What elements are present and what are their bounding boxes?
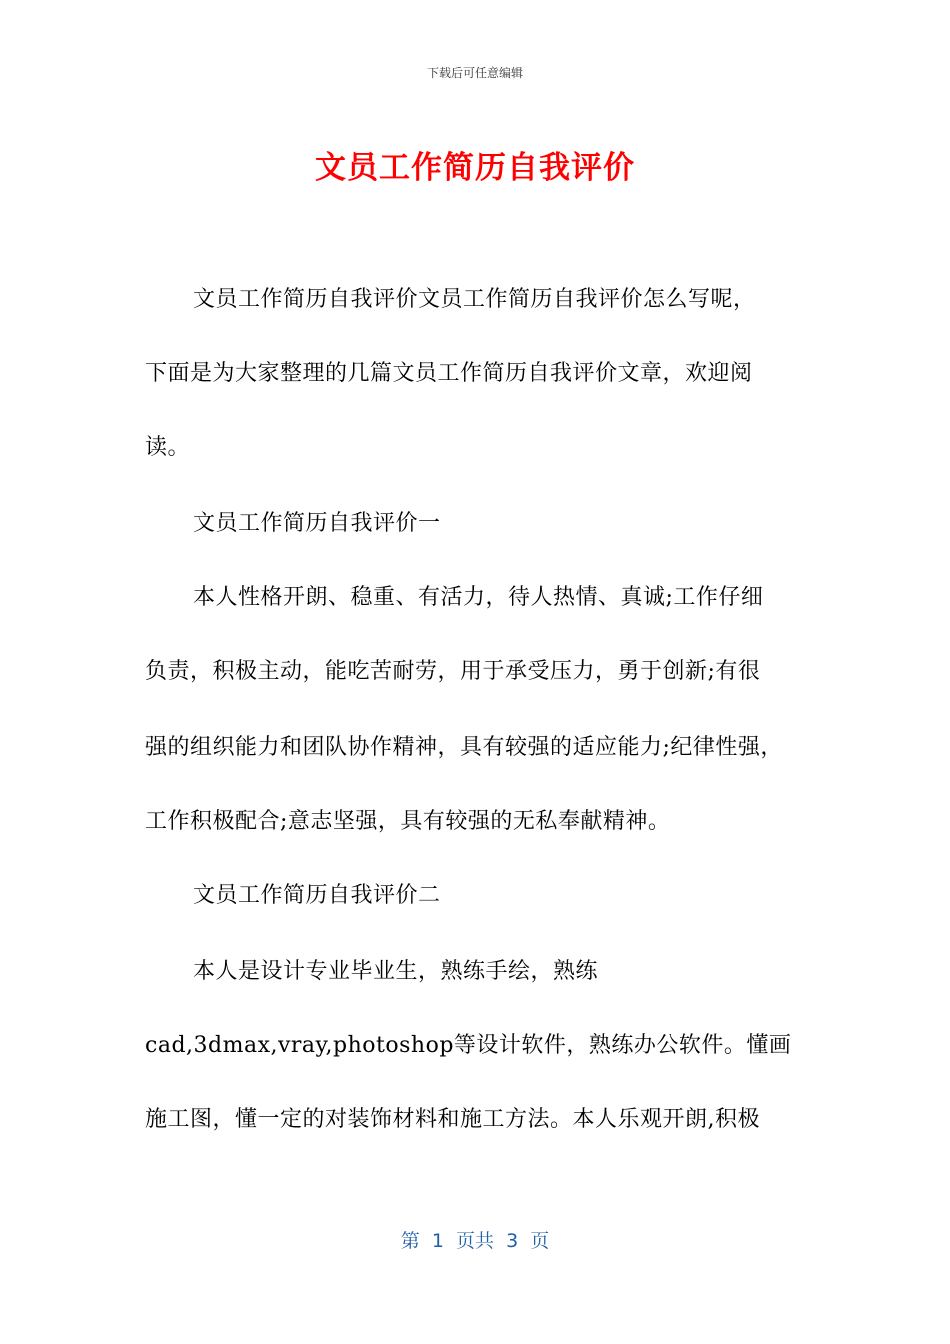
- paragraph-line: 下面是为大家整理的几篇文员工作简历自我评价文章，欢迎阅: [145, 361, 753, 386]
- header-note: 下载后可任意编辑: [426, 66, 523, 80]
- paragraph-line: 本人是设计专业毕业生，熟练手绘，熟练: [193, 959, 599, 984]
- page-footer: 第 1 页共 3 页: [400, 1230, 550, 1252]
- section-heading: 文员工作简历自我评价一: [193, 511, 441, 536]
- paragraph-line: 负责，积极主动，能吃苦耐劳，用于承受压力，勇于创新;有很: [145, 659, 761, 684]
- paragraph-line: 工作积极配合;意志坚强，具有较强的无私奉献精神。: [145, 809, 671, 834]
- section-heading: 文员工作简历自我评价二: [193, 883, 441, 908]
- paragraph-line: cad,3dmax,vray,photoshop等设计软件，熟练办公软件。懂画: [145, 1033, 792, 1058]
- paragraph-line: 本人性格开朗、稳重、有活力，待人热情、真诚;工作仔细: [193, 585, 764, 610]
- paragraph-line: 文员工作简历自我评价文员工作简历自我评价怎么写呢，: [193, 287, 756, 312]
- paragraph-line: 施工图，懂一定的对装饰材料和施工方法。本人乐观开朗,积极: [145, 1107, 760, 1132]
- document-title: 文员工作简历自我评价: [315, 150, 635, 186]
- paragraph-line: 强的组织能力和团队协作精神，具有较强的适应能力;纪律性强，: [145, 735, 783, 760]
- paragraph-line: 读。: [145, 435, 191, 460]
